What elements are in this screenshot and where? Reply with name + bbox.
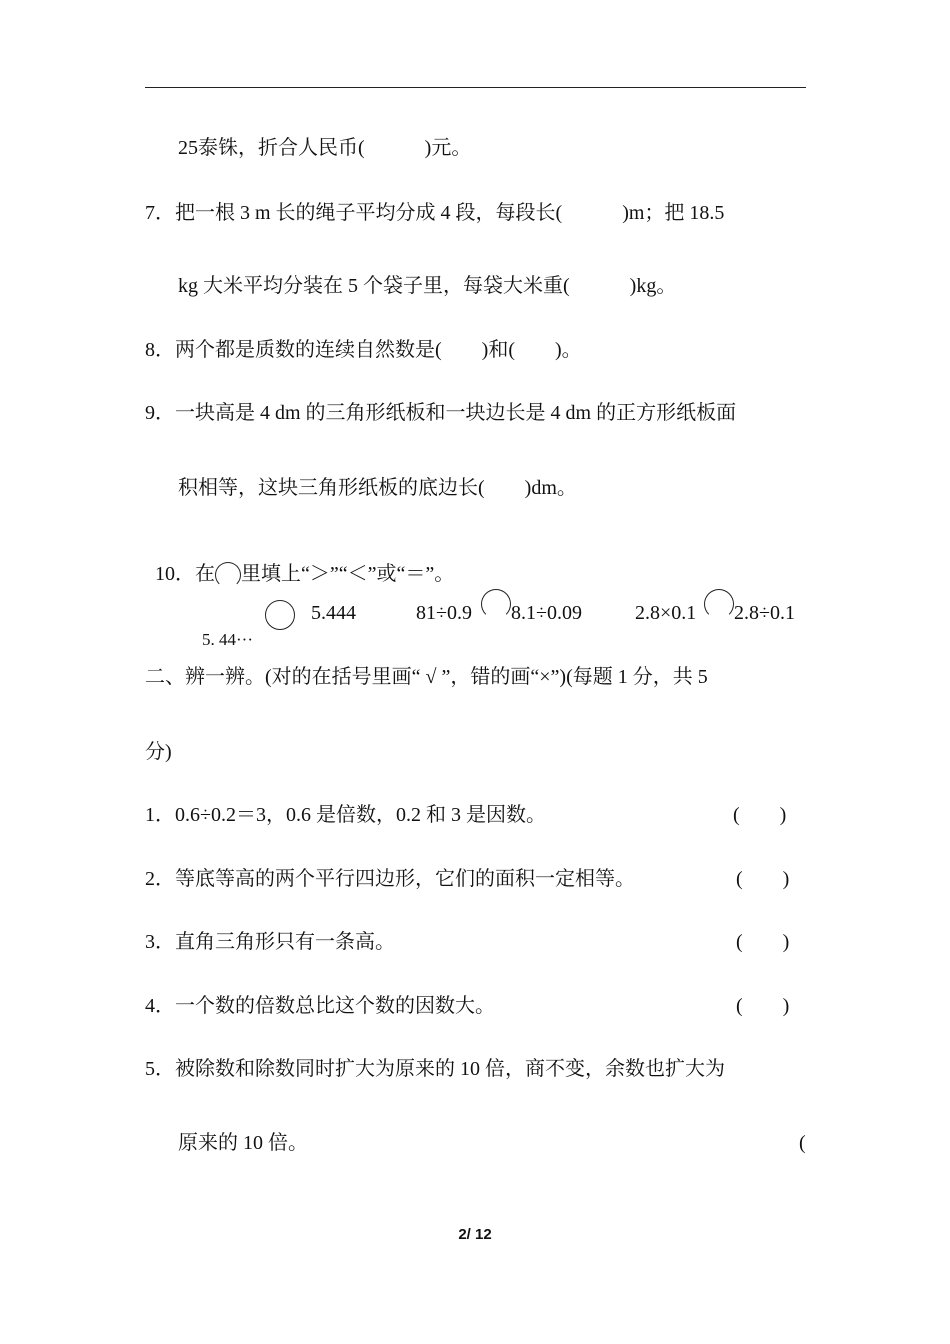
section-2-title-2: 分) <box>145 741 172 763</box>
compare-3-left: 2.8×0.1 <box>635 602 697 624</box>
compare-2-left: 81÷0.9 <box>416 602 472 624</box>
judge-4: 4．一个数的倍数总比这个数的因数大。 <box>145 995 495 1017</box>
judge-5-line-2: 原来的 10 倍。 <box>178 1132 308 1154</box>
judge-2-answer[interactable]: ( ) <box>736 868 790 890</box>
q7-line-1: 7．把一根 3 m 长的绳子平均分成 4 段，每段长( )m；把 18.5 <box>145 202 725 224</box>
q6-line-2: 25泰铢，折合人民币( )元。 <box>178 137 472 159</box>
q9-line-1: 9．一块高是 4 dm 的三角形纸板和一块边长是 4 dm 的正方形纸板面 <box>145 402 737 424</box>
q7-line-2: kg 大米平均分装在 5 个袋子里，每袋大米重( )kg。 <box>178 275 677 297</box>
section-2-title-1: 二、辨一辨。(对的在括号里画“ √ ”，错的画“×”)(每题 1 分，共 5 <box>145 666 708 688</box>
header-rule <box>145 87 806 88</box>
judge-1: 1．0.6÷0.2＝3，0.6 是倍数，0.2 和 3 是因数。 <box>145 804 546 826</box>
judge-5-line-1: 5．被除数和除数同时扩大为原来的 10 倍，商不变，余数也扩大为 <box>145 1058 725 1080</box>
compare-1-left: 5. 44··· <box>202 630 253 649</box>
q8-line: 8．两个都是质数的连续自然数是( )和( )。 <box>145 339 582 361</box>
compare-1-circle-input[interactable] <box>265 600 295 630</box>
q10-prefix: 10．在 <box>155 563 215 585</box>
compare-2-right: 8.1÷0.09 <box>511 602 582 624</box>
judge-4-answer[interactable]: ( ) <box>736 995 790 1017</box>
judge-2: 2．等底等高的两个平行四边形，它们的面积一定相等。 <box>145 868 635 890</box>
q10-suffix: 里填上“＞”“＜”或“＝”。 <box>241 563 455 585</box>
q9-line-2: 积相等，这块三角形纸板的底边长( )dm。 <box>178 477 577 499</box>
q10-line <box>145 538 454 588</box>
judge-1-answer[interactable]: ( ) <box>733 804 787 826</box>
circle-icon <box>215 562 241 588</box>
judge-5-answer[interactable]: ( <box>799 1132 806 1154</box>
page-number: 2/ 12 <box>458 1226 492 1243</box>
compare-3-right: 2.8÷0.1 <box>734 602 795 624</box>
compare-3-circle-input[interactable] <box>704 589 734 619</box>
judge-3-answer[interactable]: ( ) <box>736 931 790 953</box>
judge-3: 3．直角三角形只有一条高。 <box>145 931 395 953</box>
compare-1 <box>192 603 253 652</box>
compare-1-right: 5.444 <box>311 602 356 624</box>
compare-2-circle-input[interactable] <box>481 589 511 619</box>
